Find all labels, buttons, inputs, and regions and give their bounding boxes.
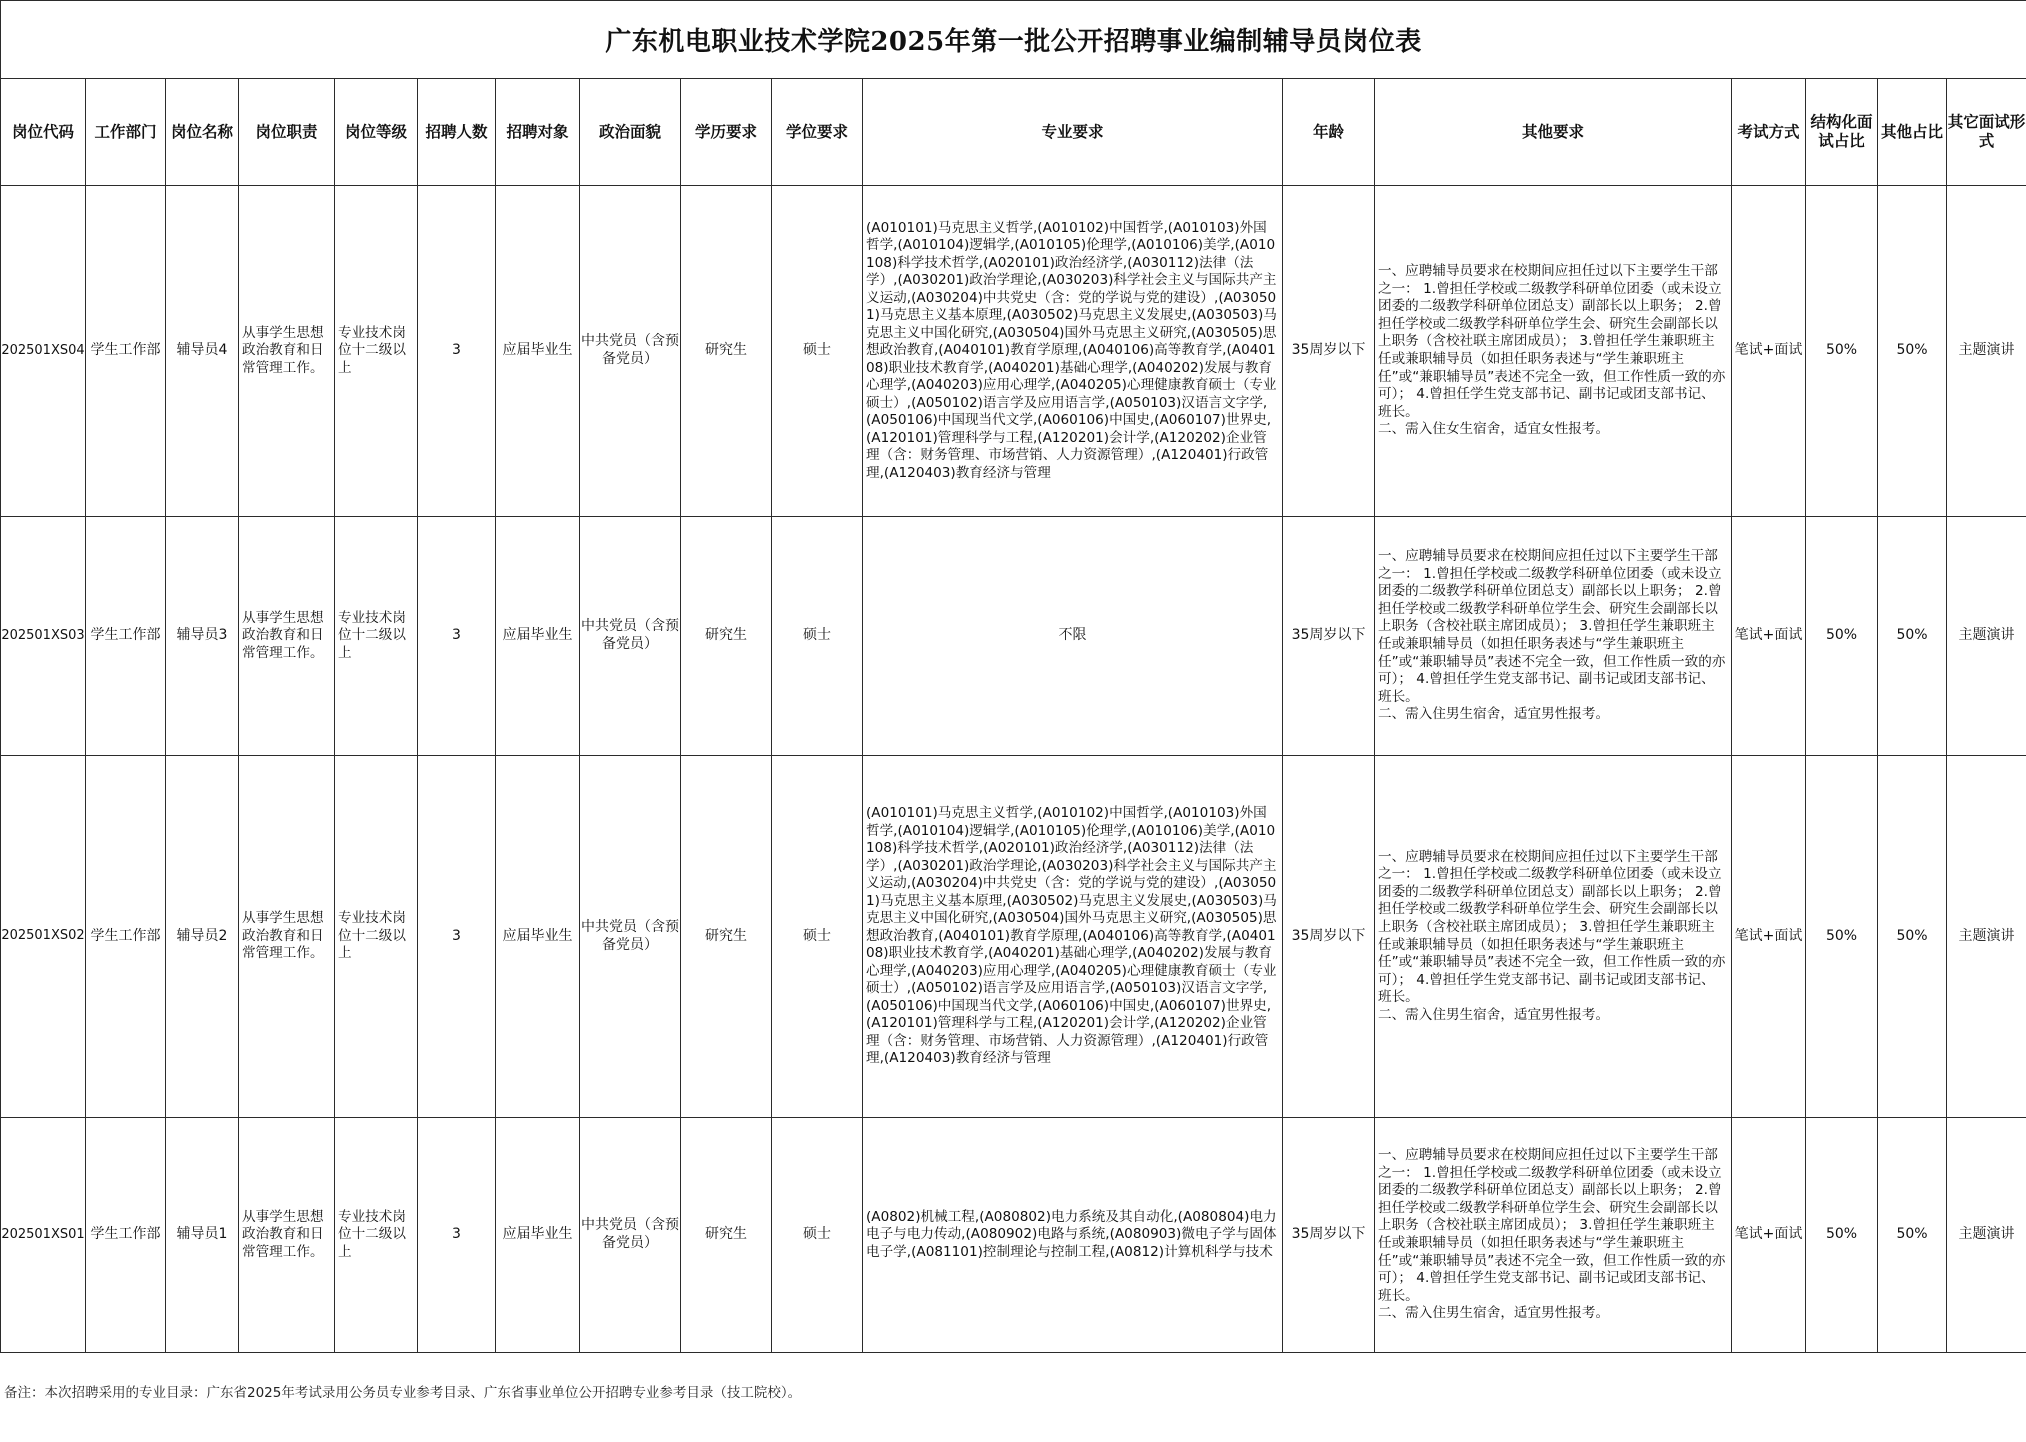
header-cell: 专业要求	[863, 79, 1283, 186]
level: 专业技术岗位十二级以上	[335, 517, 418, 756]
degree: 硕士	[772, 1118, 863, 1353]
position-name: 辅导员3	[166, 517, 239, 756]
header-cell: 结构化面试占比	[1806, 79, 1878, 186]
count: 3	[418, 756, 496, 1118]
other-ratio: 50%	[1878, 186, 1947, 517]
department: 学生工作部	[86, 517, 166, 756]
other-requirement-1: 一、应聘辅导员要求在校期间应担任过以下主要学生干部之一： 1.曾担任学校或二级教学科研单位团委（或未设立团委的二级教学科研单位团总支）副部长以上职务； 2.曾担任学校或二级教学科研单位学生会、研究生会副部长以上职务（含校社联主席团成员）； 3.曾担任学生兼职班主任或兼职辅导员（如担任职务表述与“学生兼职班主任”或“兼职辅导员”表述不完全一致，但工作性质一致的亦可）； 4.曾担任学生党支部书记、副书记或团支部书记、班长。	[1378, 1147, 1726, 1304]
footnote: 备注：本次招聘采用的专业目录：广东省2025年考试录用公务员专业参考目录、广东省事业单位公开招聘专业参考目录（技工院校）。	[4, 1385, 802, 1401]
degree: 硕士	[772, 756, 863, 1118]
position-code: 202501XS04	[1, 186, 86, 517]
count: 3	[418, 186, 496, 517]
other-ratio: 50%	[1878, 756, 1947, 1118]
header-cell: 岗位等级	[335, 79, 418, 186]
other-requirements	[1375, 1118, 1732, 1353]
target: 应届毕业生	[496, 517, 580, 756]
other-requirement-1: 一、应聘辅导员要求在校期间应担任过以下主要学生干部之一： 1.曾担任学校或二级教学科研单位团委（或未设立团委的二级教学科研单位团总支）副部长以上职务； 2.曾担任学校或二级教学科研单位学生会、研究生会副部长以上职务（含校社联主席团成员）； 3.曾担任学生兼职班主任或兼职辅导员（如担任职务表述与“学生兼职班主任”或“兼职辅导员”表述不完全一致，但工作性质一致的亦可）； 4.曾担任学生党支部书记、副书记或团支部书记、班长。	[1378, 263, 1726, 420]
table-row	[1, 186, 2026, 517]
other-requirement-2: 二、需入住男生宿舍，适宜男性报考。	[1378, 706, 1610, 723]
other-requirement-2: 二、需入住男生宿舍，适宜男性报考。	[1378, 1305, 1610, 1322]
political: 中共党员（含预备党员）	[580, 186, 681, 517]
degree: 硕士	[772, 186, 863, 517]
other-requirement-2: 二、需入住男生宿舍，适宜男性报考。	[1378, 1006, 1610, 1023]
table-row	[1, 756, 2026, 1118]
other-interview-form: 主题演讲	[1947, 517, 2026, 756]
interview-ratio: 50%	[1806, 1118, 1878, 1353]
major-requirement: (A010101)马克思主义哲学,(A010102)中国哲学,(A010103)外国哲学,(A010104)逻辑学,(A010105)伦理学,(A010106)美学,(A010108)科学技术哲学,(A020101)政治经济学,(A030112)法律（法学）,(A030201)政治学理论,(A030203)科学社会主义与国际共产主义运动,(A030204)中共党史（含：党的学说与党的建设）,(A030501)马克思主义基本原理,(A030502)马克思主义发展史,(A030503)马克思主义中国化研究,(A030504)国外马克思主义研究,(A030505)思想政治教育,(A040101)教育学原理,(A040106)高等教育学,(A040108)职业技术教育学,(A040201)基础心理学,(A040202)发展与教育心理学,(A040203)应用心理学,(A040205)心理健康教育硕士（专业硕士）,(A050102)语言学及应用语言学,(A050103)汉语言文字学,(A050106)中国现当代文学,(A060106)中国史,(A060107)世界史,(A120101)管理科学与工程,(A120201)会计学,(A120202)企业管理（含：财务管理、市场营销、人力资源管理）,(A120401)行政管理,(A120403)教育经济与管理	[863, 186, 1283, 517]
level: 专业技术岗位十二级以上	[335, 186, 418, 517]
other-requirement-1: 一、应聘辅导员要求在校期间应担任过以下主要学生干部之一： 1.曾担任学校或二级教学科研单位团委（或未设立团委的二级教学科研单位团总支）副部长以上职务； 2.曾担任学校或二级教学科研单位学生会、研究生会副部长以上职务（含校社联主席团成员）； 3.曾担任学生兼职班主任或兼职辅导员（如担任职务表述与“学生兼职班主任”或“兼职辅导员”表述不完全一致，但工作性质一致的亦可）； 4.曾担任学生党支部书记、副书记或团支部书记、班长。	[1378, 848, 1726, 1006]
major-requirement: 不限	[863, 517, 1283, 756]
position-name: 辅导员2	[166, 756, 239, 1118]
exam-method: 笔试+面试	[1732, 517, 1806, 756]
header-cell: 工作部门	[86, 79, 166, 186]
other-requirement-1: 一、应聘辅导员要求在校期间应担任过以下主要学生干部之一： 1.曾担任学校或二级教学科研单位团委（或未设立团委的二级教学科研单位团总支）副部长以上职务； 2.曾担任学校或二级教学科研单位学生会、研究生会副部长以上职务（含校社联主席团成员）； 3.曾担任学生兼职班主任或兼职辅导员（如担任职务表述与“学生兼职班主任”或“兼职辅导员”表述不完全一致，但工作性质一致的亦可）； 4.曾担任学生党支部书记、副书记或团支部书记、班长。	[1378, 548, 1726, 705]
position-code: 202501XS03	[1, 517, 86, 756]
other-requirements	[1375, 186, 1732, 517]
other-ratio: 50%	[1878, 1118, 1947, 1353]
age: 35周岁以下	[1283, 517, 1375, 756]
major-requirement: (A0802)机械工程,(A080802)电力系统及其自动化,(A080804)电力电子与电力传动,(A080902)电路与系统,(A080903)微电子学与固体电子学,(A081101)控制理论与控制工程,(A0812)计算机科学与技术	[863, 1118, 1283, 1353]
age: 35周岁以下	[1283, 186, 1375, 517]
education: 研究生	[681, 1118, 772, 1353]
header-cell: 其他要求	[1375, 79, 1732, 186]
page-title: 广东机电职业技术学院2025年第一批公开招聘事业编制辅导员岗位表	[1, 1, 2026, 79]
position-code: 202501XS02	[1, 756, 86, 1118]
position-name: 辅导员4	[166, 186, 239, 517]
age: 35周岁以下	[1283, 756, 1375, 1118]
position-name: 辅导员1	[166, 1118, 239, 1353]
other-interview-form: 主题演讲	[1947, 186, 2026, 517]
department: 学生工作部	[86, 186, 166, 517]
other-requirements	[1375, 756, 1732, 1118]
header-cell: 年龄	[1283, 79, 1375, 186]
duty: 从事学生思想政治教育和日常管理工作。	[239, 186, 335, 517]
interview-ratio: 50%	[1806, 756, 1878, 1118]
level: 专业技术岗位十二级以上	[335, 756, 418, 1118]
other-ratio: 50%	[1878, 517, 1947, 756]
other-interview-form: 主题演讲	[1947, 756, 2026, 1118]
target: 应届毕业生	[496, 186, 580, 517]
political: 中共党员（含预备党员）	[580, 1118, 681, 1353]
interview-ratio: 50%	[1806, 186, 1878, 517]
major-requirement: (A010101)马克思主义哲学,(A010102)中国哲学,(A010103)外国哲学,(A010104)逻辑学,(A010105)伦理学,(A010106)美学,(A010108)科学技术哲学,(A020101)政治经济学,(A030112)法律（法学）,(A030201)政治学理论,(A030203)科学社会主义与国际共产主义运动,(A030204)中共党史（含：党的学说与党的建设）,(A030501)马克思主义基本原理,(A030502)马克思主义发展史,(A030503)马克思主义中国化研究,(A030504)国外马克思主义研究,(A030505)思想政治教育,(A040101)教育学原理,(A040106)高等教育学,(A040108)职业技术教育学,(A040201)基础心理学,(A040202)发展与教育心理学,(A040203)应用心理学,(A040205)心理健康教育硕士（专业硕士）,(A050102)语言学及应用语言学,(A050103)汉语言文字学,(A050106)中国现当代文学,(A060106)中国史,(A060107)世界史,(A120101)管理科学与工程,(A120201)会计学,(A120202)企业管理（含：财务管理、市场营销、人力资源管理）,(A120401)行政管理,(A120403)教育经济与管理	[863, 756, 1283, 1118]
header-cell: 岗位职责	[239, 79, 335, 186]
header-cell: 岗位名称	[166, 79, 239, 186]
table-row	[1, 517, 2026, 756]
header-cell: 考试方式	[1732, 79, 1806, 186]
other-requirements	[1375, 517, 1732, 756]
count: 3	[418, 517, 496, 756]
education: 研究生	[681, 517, 772, 756]
header-cell: 招聘人数	[418, 79, 496, 186]
political: 中共党员（含预备党员）	[580, 517, 681, 756]
education: 研究生	[681, 756, 772, 1118]
header-cell: 其他占比	[1878, 79, 1947, 186]
target: 应届毕业生	[496, 756, 580, 1118]
exam-method: 笔试+面试	[1732, 1118, 1806, 1353]
target: 应届毕业生	[496, 1118, 580, 1353]
duty: 从事学生思想政治教育和日常管理工作。	[239, 517, 335, 756]
header-cell: 其它面试形式	[1947, 79, 2026, 186]
count: 3	[418, 1118, 496, 1353]
header-cell: 学位要求	[772, 79, 863, 186]
header-cell: 政治面貌	[580, 79, 681, 186]
header-cell: 学历要求	[681, 79, 772, 186]
department: 学生工作部	[86, 1118, 166, 1353]
education: 研究生	[681, 186, 772, 517]
interview-ratio: 50%	[1806, 517, 1878, 756]
header-cell: 岗位代码	[1, 79, 86, 186]
position-code: 202501XS01	[1, 1118, 86, 1353]
other-interview-form: 主题演讲	[1947, 1118, 2026, 1353]
header-row	[1, 79, 2026, 186]
age: 35周岁以下	[1283, 1118, 1375, 1353]
duty: 从事学生思想政治教育和日常管理工作。	[239, 1118, 335, 1353]
duty: 从事学生思想政治教育和日常管理工作。	[239, 756, 335, 1118]
political: 中共党员（含预备党员）	[580, 756, 681, 1118]
level: 专业技术岗位十二级以上	[335, 1118, 418, 1353]
degree: 硕士	[772, 517, 863, 756]
header-cell: 招聘对象	[496, 79, 580, 186]
table-row	[1, 1118, 2026, 1353]
other-requirement-2: 二、需入住女生宿舍，适宜女性报考。	[1378, 421, 1610, 438]
department: 学生工作部	[86, 756, 166, 1118]
exam-method: 笔试+面试	[1732, 756, 1806, 1118]
exam-method: 笔试+面试	[1732, 186, 1806, 517]
